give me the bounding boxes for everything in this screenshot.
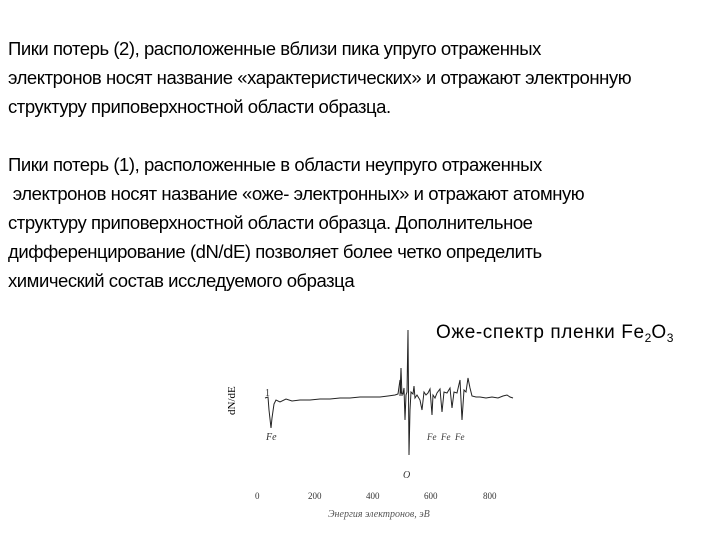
x-tick-label: 0 (255, 491, 260, 501)
paragraph-line: дифференцирование (dN/dE) позволяет более четко определить (8, 241, 542, 262)
peak-label-oxygen: O (403, 470, 411, 481)
paragraph-line: структуру приповерхностной области образца. Дополнительное (8, 212, 533, 233)
y-axis-label: dN/dE (226, 386, 238, 415)
paragraph-line: структуру приповерхностной области образца. (8, 96, 391, 117)
paragraph-line: Пики потерь (1), расположенные в области неупруго отраженных (8, 154, 542, 175)
x-tick-label: 400 (366, 491, 380, 501)
peak-label-fe-group: Fe Fe Fe (427, 432, 465, 442)
paragraph-line: электронов носят название «характеристических» и отражают электронную (8, 67, 632, 88)
caption-text-o: O (651, 322, 667, 343)
paragraph-line: электронов носят название «оже- электронных» и отражают атомную (8, 183, 585, 204)
peak-marker: 1 (265, 388, 270, 399)
x-tick-label: 200 (308, 491, 322, 501)
caption-subscript: 3 (666, 331, 674, 345)
peak-label-fe: Fe (266, 432, 277, 443)
x-tick-label: 800 (483, 491, 497, 501)
caption-text: Оже-спектр пленки Fe (436, 322, 645, 343)
x-tick-label: 600 (424, 491, 438, 501)
caption-subscript: 2 (644, 331, 652, 345)
spectrum-trace (265, 330, 513, 455)
x-axis-label: Энергия электронов, эВ (328, 509, 430, 520)
paragraph-line: Пики потерь (2), расположенные вблизи пика упруго отраженных (8, 38, 541, 59)
paragraph-line: химический состав исследуемого образца (8, 270, 355, 291)
